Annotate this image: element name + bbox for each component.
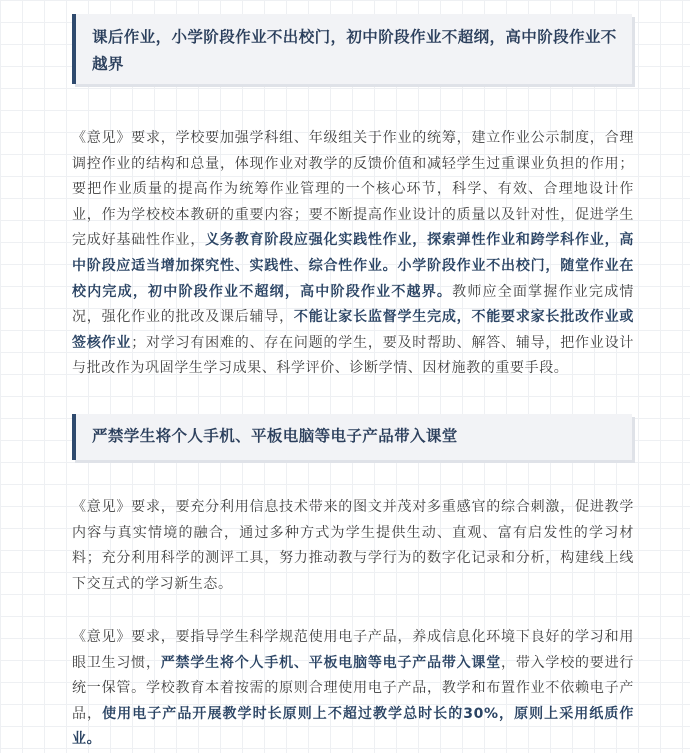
text-run: ，带入学校的要进行统一保管。学校教育本着按需的原则合理使用电子产品，教学和布置作业不依赖电子产品， [72, 654, 634, 722]
bold-text-run: 不能让家长监督学生完成，不能要求家长批改作业或签核作业 [72, 309, 634, 351]
text-run: ；对学习有困难的、存在问题的学生，要及时帮助、解答、辅导，把作业设计与批改作为巩固学生学习成果、科学评价、诊断学情、因材施教的重要手段。 [72, 334, 634, 377]
section-heading-electronics [72, 414, 632, 460]
bold-text-run: 严禁学生将个人手机、平板电脑等电子产品带入课堂 [160, 654, 502, 671]
text-run: 《意见》要求，学校要加强学科组、年级组关于作业的统筹，建立作业公示制度，合理调控作业的结构和总量，体现作业对教学的反馈价值和减轻学生过重课业负担的作用；要把作业质量的提高作为统筹作业管理的一个核心环节，科学、有效、合理地设计作业，作为学校校本教研的重要内容；要不断提高作业设计的质量以及针对性，促进学生完成好基础性作业， [72, 130, 634, 249]
paragraph-homework [72, 126, 634, 382]
section-heading-homework [72, 14, 632, 84]
text-run: 《意见》要求，要充分利用信息技术带来的图文并茂对多重感官的综合刺激，促进教学内容与真实情境的融合，通过多种方式为学生提供生动、直观、富有启发性的学习材料；充分利用科学的测评工具，努力推动教与学行为的数字化记录和分析，构建线上线下交互式的学习新生态。 [72, 499, 634, 592]
paragraph-information-technology [72, 495, 634, 597]
bold-text-run: 使用电子产品开展教学时长原则上不超过教学总时长的30%，原则上采用纸质作业。 [72, 705, 635, 748]
text-run: 教师应全面掌握作业完成情况，强化作业的批改及课后辅导， [72, 283, 634, 326]
heading-text: 严禁学生将个人手机、平板电脑等电子产品带入课堂 [92, 427, 458, 445]
paragraph-electronic-devices [72, 625, 634, 753]
bold-text-run: 义务教育阶段应强化实践性作业，探索弹性作业和跨学科作业，高中阶段应适当增加探究性、实践性、综合性作业。小学阶段作业不出校门，随堂作业在校内完成，初中阶段作业不超纲，高中阶段作业不越界。 [72, 232, 634, 300]
text-run: 《意见》要求，要指导学生科学规范使用电子产品，养成信息化环境下良好的学习和用眼卫生习惯， [72, 629, 634, 671]
heading-text: 课后作业，小学阶段作业不出校门，初中阶段作业不超纲，高中阶段作业不越界 [92, 28, 617, 73]
